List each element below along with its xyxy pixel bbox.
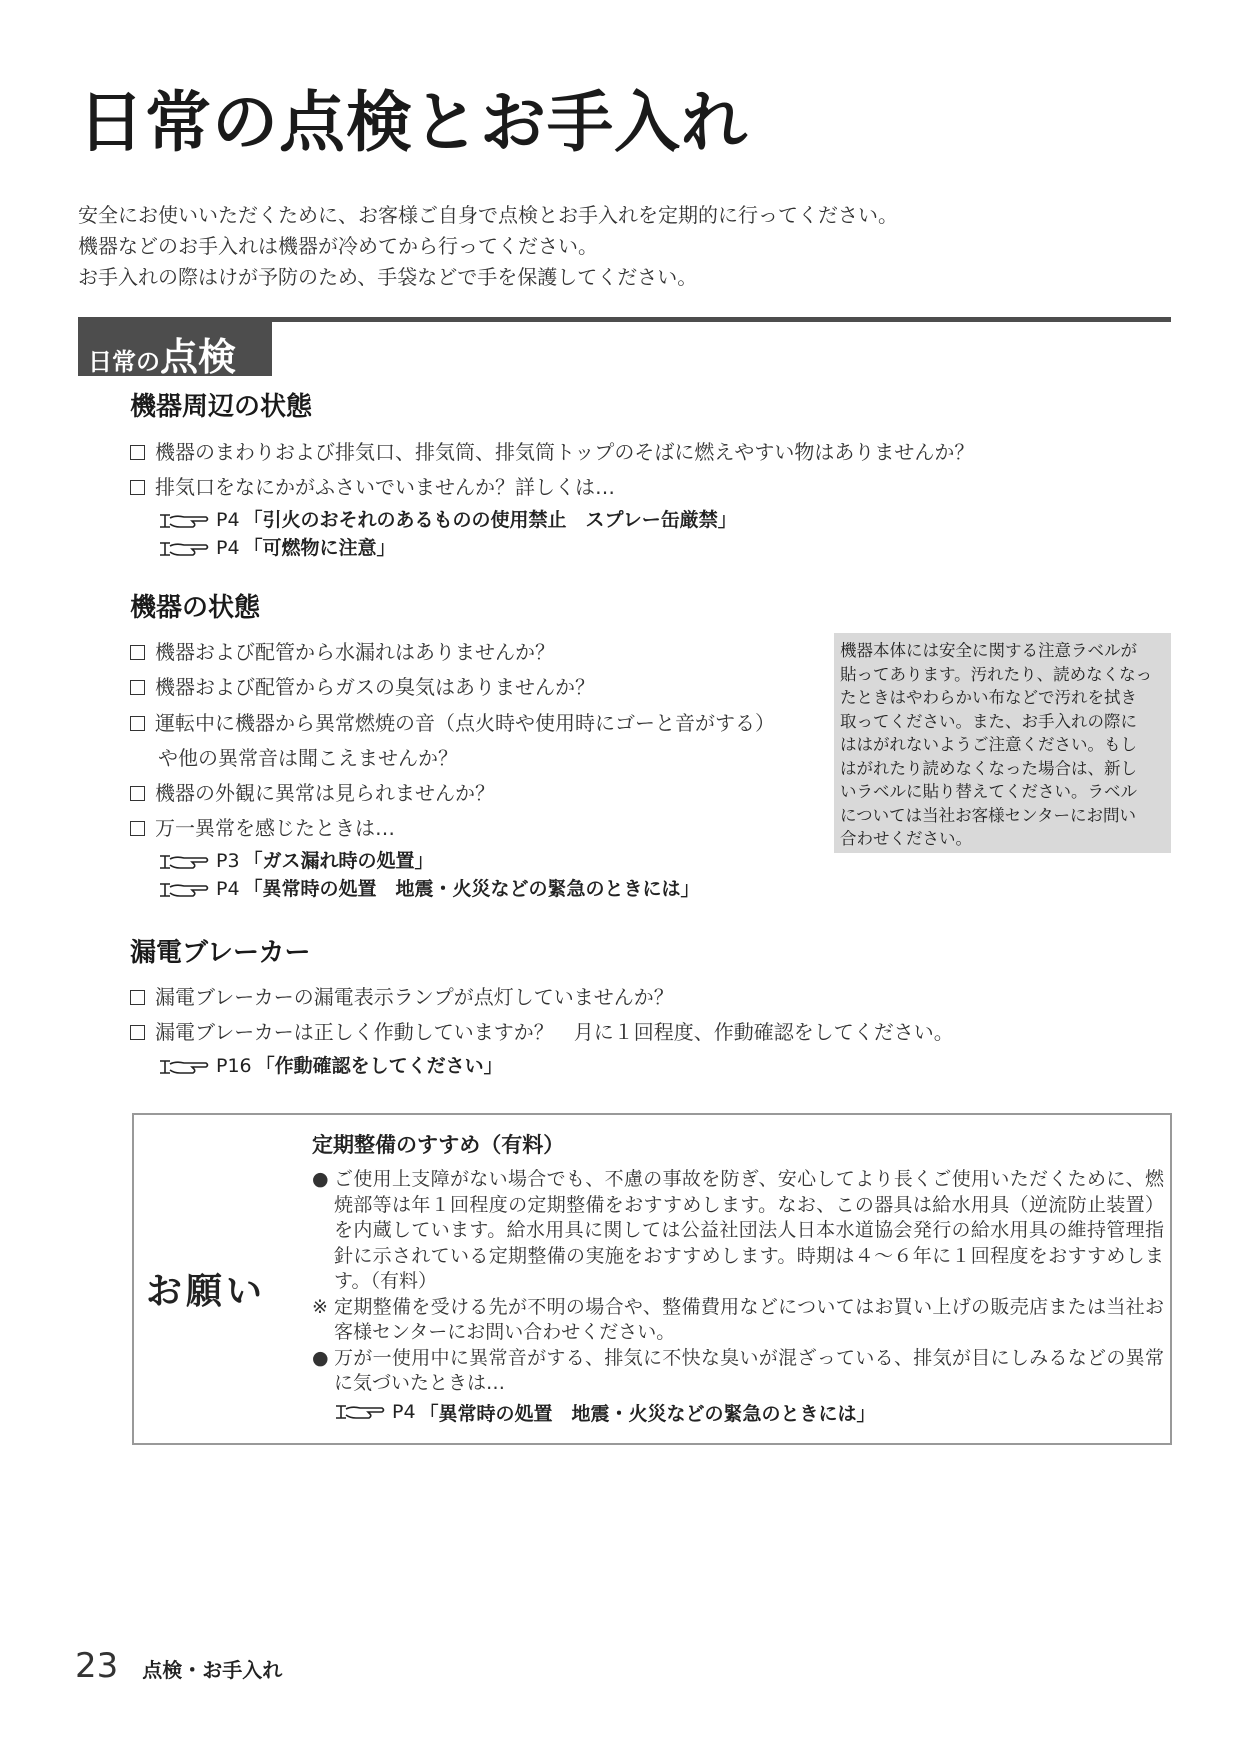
- checklist-item: 漏電ブレーカーの漏電表示ランプが点灯していませんか？: [130, 987, 674, 1007]
- intro-text: [78, 200, 1178, 293]
- request-label: お願い: [146, 1271, 267, 1312]
- note-line: ははがれないようご注意ください。もし: [840, 735, 1137, 754]
- pointing-hand-icon: [158, 881, 210, 899]
- checkbox-icon: [130, 990, 145, 1005]
- checklist-item: 機器のまわりおよび排気口、排気筒、排気筒トップのそばに燃えやすい物はありませんか？: [130, 442, 974, 462]
- intro-line: 安全にお使いいただくために、お客様ご自身で点検とお手入れを定期的に行ってください。: [78, 203, 898, 227]
- bullet-mark: ●: [312, 1168, 329, 1190]
- note-line: については当社お客様センターにお問い: [840, 805, 1137, 825]
- checkbox-icon: [130, 445, 145, 460]
- pointing-hand-icon: [158, 1058, 210, 1076]
- page-title: 日常の点検とお手入れ: [78, 84, 748, 161]
- page-reference: P4 「異常時の処置 地震・火災などの緊急のときには」: [334, 1399, 1164, 1426]
- page-reference: P3 「ガス漏れ時の処置」: [158, 852, 434, 871]
- bullet-mark: ※: [312, 1295, 328, 1318]
- intro-line: 機器などのお手入れは機器が冷めてから行ってください。: [78, 234, 598, 258]
- intro-line: お手入れの際はけが予防のため、手袋などで手を保護してください。: [78, 265, 698, 289]
- checkbox-icon: [130, 480, 145, 495]
- footer-section-label: 点検・お手入れ: [142, 1658, 283, 1682]
- pointing-hand-icon: [158, 512, 210, 530]
- page-reference: P4 「引火のおそれのあるものの使用禁止 スプレー缶厳禁」: [158, 511, 737, 530]
- note-line: 機器本体には安全に関する注意ラベルが: [840, 641, 1137, 660]
- request-bullet: [312, 1167, 1164, 1295]
- note-line: はがれたり読めなくなった場合は、新し: [840, 758, 1137, 778]
- checkbox-icon: [130, 716, 145, 731]
- section-tab: [78, 322, 272, 379]
- checkbox-icon: [130, 786, 145, 801]
- group-heading: 機器周辺の状態: [130, 392, 313, 422]
- checklist-item: 機器および配管からガスの臭気はありませんか？: [130, 677, 595, 697]
- note-line: 合わせください。: [840, 829, 972, 848]
- request-title: 定期整備のすすめ（有料）: [312, 1133, 565, 1157]
- page-reference: P4 「可燃物に注意」: [158, 539, 396, 558]
- page-reference: P16 「作動確認をしてください」: [158, 1057, 503, 1076]
- checklist-item: 排気口をなにかがふさいでいませんか？詳しくは…: [130, 477, 615, 497]
- pointing-hand-icon: [334, 1403, 386, 1421]
- checklist-item: 漏電ブレーカーは正しく作動していますか？ 月に１回程度、作動確認をしてください。: [130, 1022, 954, 1042]
- checklist-item: 万一異常を感じたときは…: [130, 818, 395, 838]
- request-box: [132, 1113, 1172, 1445]
- request-bullet: [312, 1346, 1164, 1397]
- checklist-item: 機器の外観に異常は見られませんか？: [130, 783, 495, 803]
- checklist-item-continuation: や他の異常音は聞こえませんか？: [158, 746, 458, 770]
- label-note-box: [834, 633, 1171, 853]
- pointing-hand-icon: [158, 853, 210, 871]
- section-tab-small: 日常の: [88, 348, 160, 376]
- group-heading: 漏電ブレーカー: [130, 938, 311, 968]
- bullet-text: 定期整備を受ける先が不明の場合や、整備費用などについてはお買い上げの販売店または当社お客様センターにお問い合わせください。: [334, 1295, 1164, 1343]
- checkbox-icon: [130, 645, 145, 660]
- checkbox-icon: [130, 821, 145, 836]
- checklist-item: 運転中に機器から異常燃焼の音（点火時や使用時にゴーと音がする）: [130, 713, 775, 733]
- note-line: 貼ってあります。汚れたり、読めなくなっ: [840, 664, 1153, 684]
- group-heading: 機器の状態: [130, 593, 261, 623]
- page-number: 23: [75, 1646, 119, 1686]
- bullet-mark: ●: [312, 1346, 329, 1369]
- checkbox-icon: [130, 680, 145, 695]
- checklist-item: 機器および配管から水漏れはありませんか？: [130, 642, 555, 662]
- bullet-text: ご使用上支障がない場合でも、不慮の事故を防ぎ、安心してより長くご使用いただくために、燃焼部等は年１回程度の定期整備をおすすめします。なお、この器具は給水用具（逆流防止装置）を内蔵しています。給水用具に関しては公益社団法人日本水道協会発行の給水用具の維持管理指針に示されている定期整備の実施をおすすめします。時期は４～６年に１回程度をおすすめします。（有料）: [334, 1168, 1164, 1292]
- checkbox-icon: [130, 1025, 145, 1040]
- note-line: 取ってください。また、お手入れの際に: [840, 711, 1137, 731]
- bullet-text: 万が一使用中に異常音がする、排気に不快な臭いが混ざっている、排気が目にしみるなどの異常に気づいたときは…: [334, 1346, 1164, 1394]
- page-footer: [75, 1646, 282, 1686]
- note-line: いラベルに貼り替えてください。ラベル: [840, 782, 1137, 801]
- request-bullet: [312, 1295, 1164, 1346]
- page-reference: P4 「異常時の処置 地震・火災などの緊急のときには」: [158, 880, 700, 899]
- pointing-hand-icon: [158, 540, 210, 558]
- request-body: [312, 1129, 1164, 1426]
- section-tab-large: 点検: [160, 335, 237, 379]
- note-line: たときはやわらかい布などで汚れを拭き: [840, 688, 1137, 707]
